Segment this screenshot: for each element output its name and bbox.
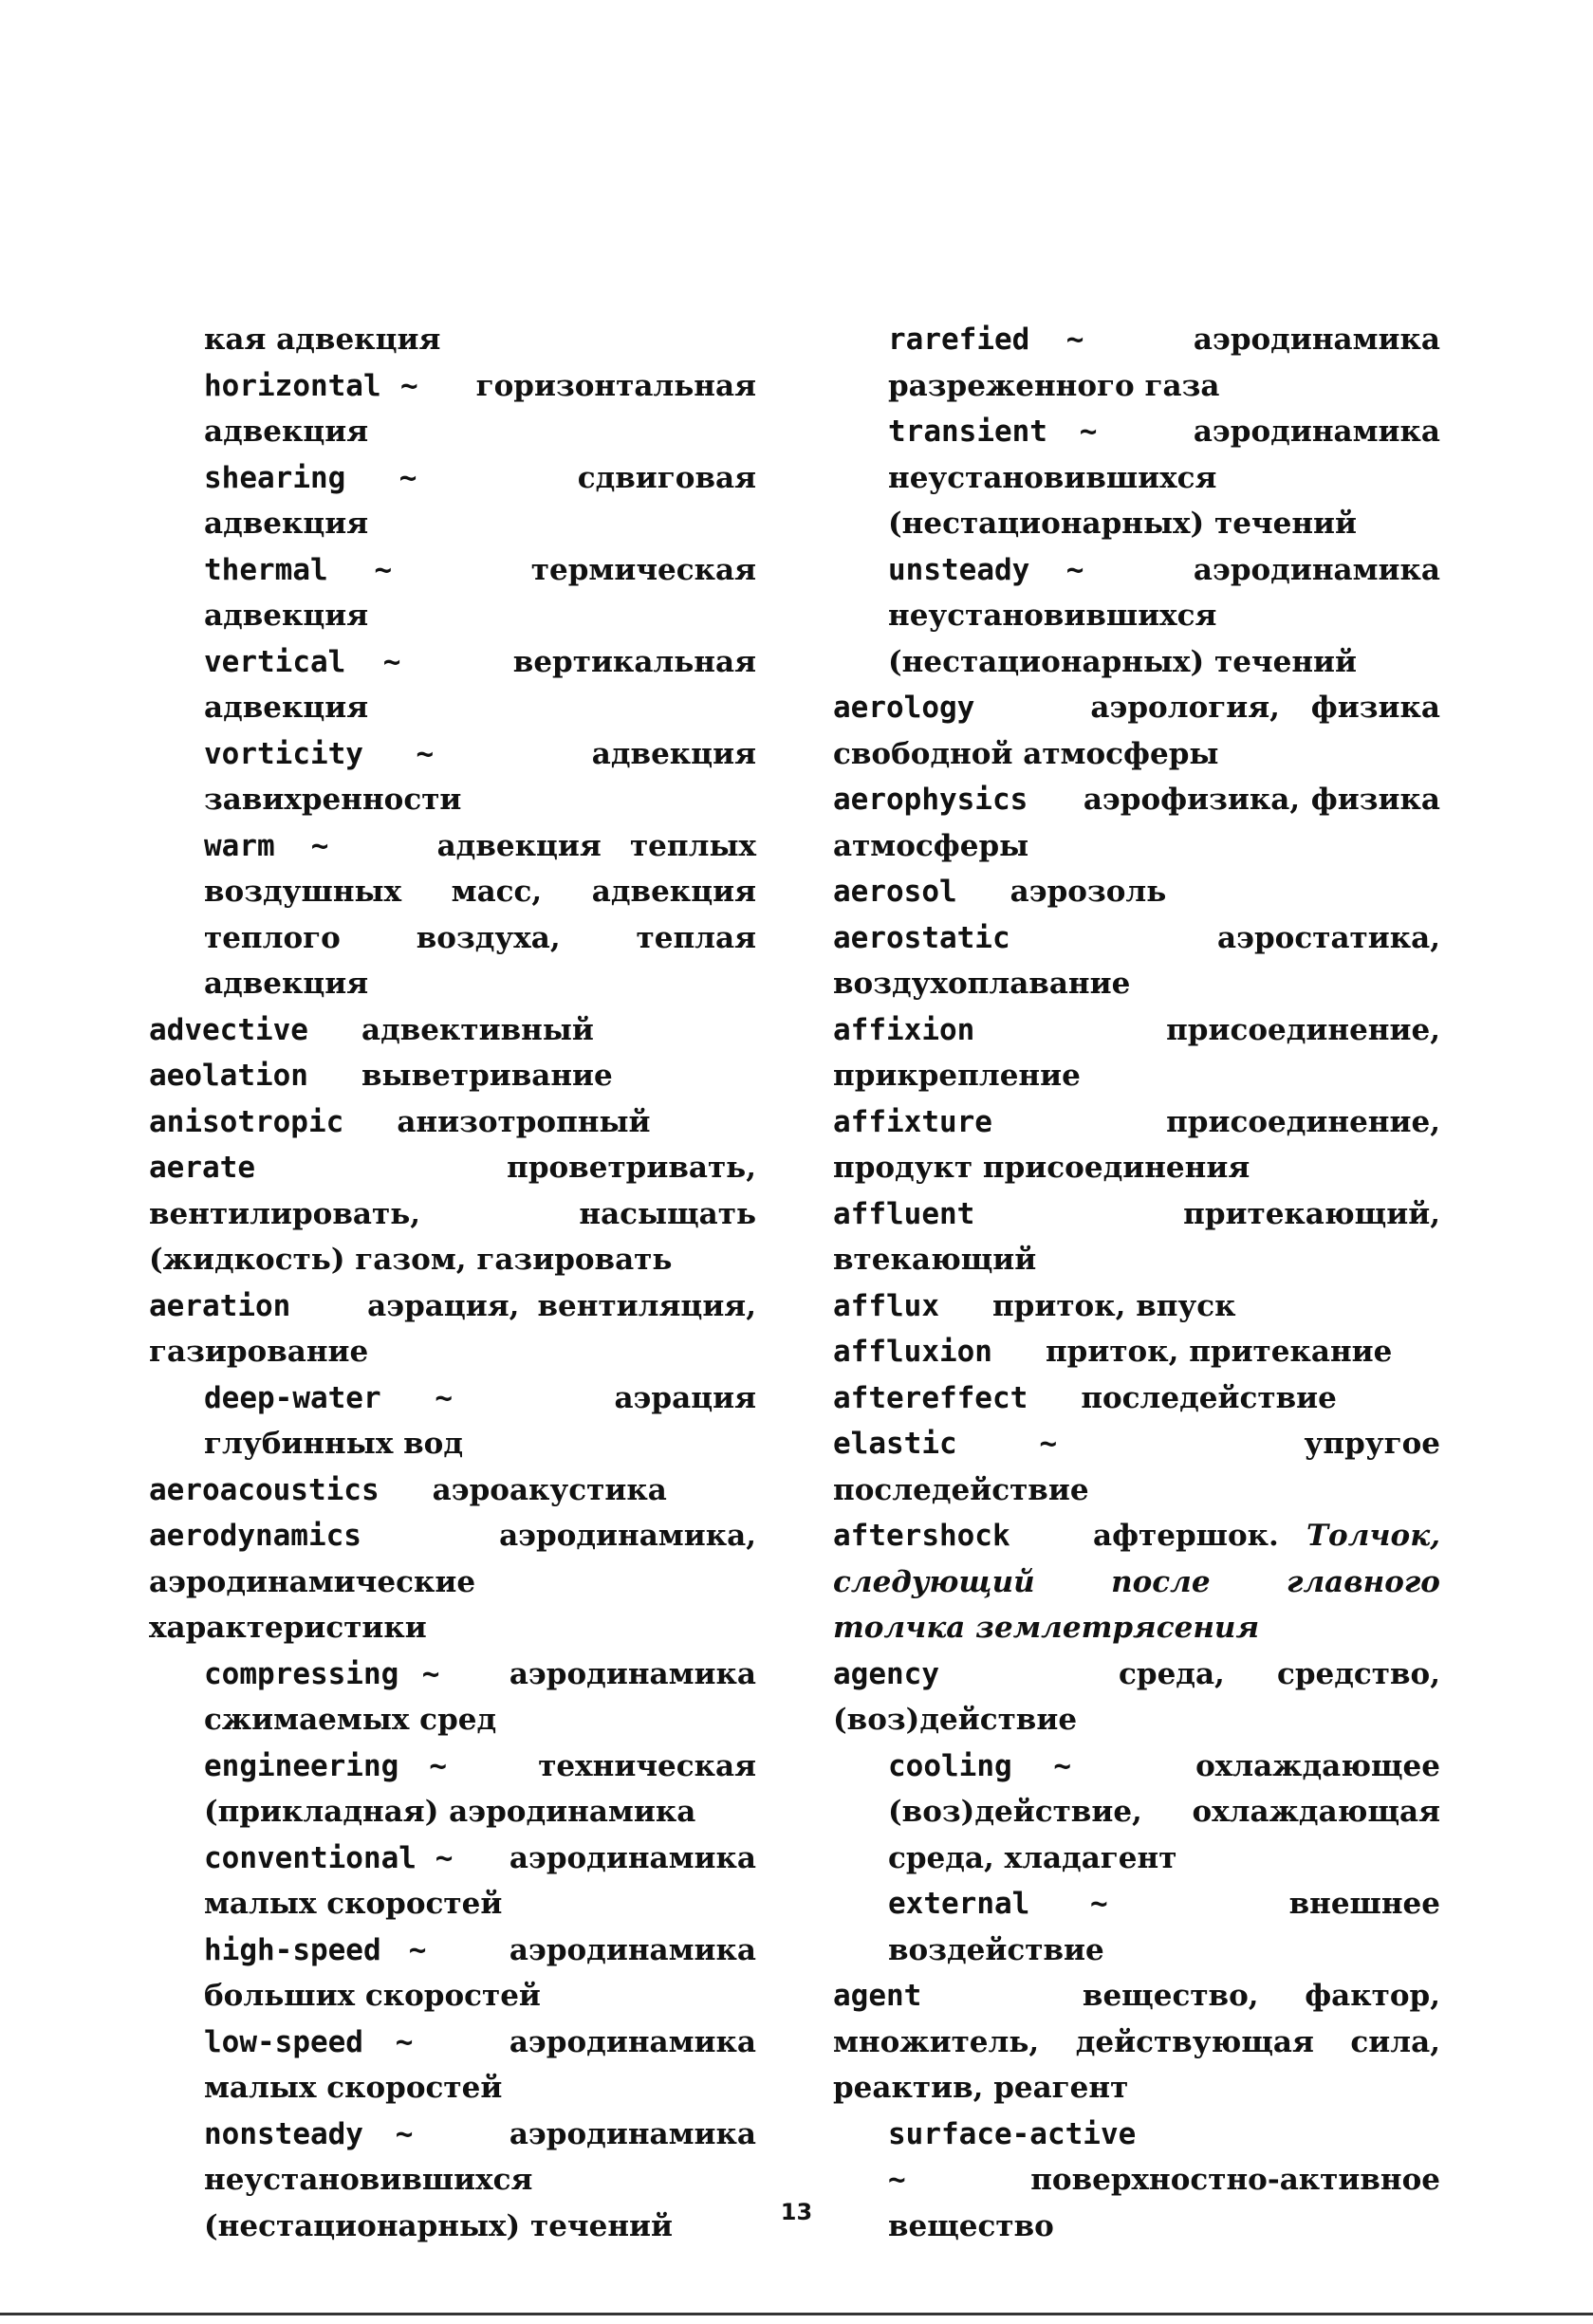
entry-definition: техническая (прикладная) аэродинамика — [204, 1748, 756, 1829]
entry-definition: выветривание — [361, 1059, 613, 1093]
dictionary-entry — [149, 1099, 756, 1146]
entry-headword: rarefied ~ — [888, 323, 1084, 357]
entry-headword: aerophysics — [833, 783, 1028, 817]
dictionary-subentry — [149, 2020, 756, 2112]
entry-definition: аэрология, физика свободной атмосферы — [833, 691, 1440, 771]
entry-headword: anisotropic — [149, 1104, 344, 1139]
dictionary-subentry — [833, 1881, 1440, 1973]
entry-headword: high-speed ~ — [204, 1932, 427, 1967]
entry-headword: compressing ~ — [204, 1656, 440, 1691]
entry-definition: упругое последействие — [833, 1427, 1440, 1507]
entry-headword: surface-active ~ — [888, 2116, 1137, 2197]
dictionary-subentry — [833, 317, 1440, 409]
dictionary-entry — [833, 915, 1440, 1007]
dictionary-subentry — [149, 1743, 756, 1835]
page-number: 13 — [780, 2199, 813, 2225]
entry-headword: engineering ~ — [204, 1748, 448, 1783]
entry-definition: аэродинамика малых скоростей — [204, 1840, 756, 1921]
dictionary-subentry — [149, 363, 756, 455]
dictionary-subentry — [149, 731, 756, 823]
entry-definition: поверхностно-активное вещество — [888, 2163, 1440, 2243]
entry-definition: адвективный — [361, 1012, 594, 1047]
dictionary-subentry — [833, 1743, 1440, 1882]
entry-headword: external ~ — [888, 1887, 1108, 1921]
dictionary-subentry — [149, 1927, 756, 2020]
entry-definition: аэрация глубинных вод — [204, 1380, 756, 1461]
entry-headword: conventional ~ — [204, 1840, 454, 1875]
entry-headword: aeroacoustics — [149, 1472, 380, 1507]
dictionary-subentry — [149, 1375, 756, 1467]
entry-definition: аэродинамика неустановившихся (нестационарных) течений — [204, 2116, 756, 2243]
entry-headword: aeration — [149, 1288, 291, 1323]
dictionary-subentry — [149, 1651, 756, 1743]
dictionary-subentry — [149, 547, 756, 639]
entry-definition: последействие — [1081, 1380, 1337, 1415]
dictionary-entry — [833, 1329, 1440, 1375]
dictionary-entry — [833, 1513, 1440, 1651]
entry-headword: aeolation — [149, 1059, 308, 1093]
entry-definition: внешнее воздействие — [888, 1887, 1440, 1967]
entry-headword: transient ~ — [888, 415, 1098, 449]
dictionary-subentry — [149, 823, 756, 1007]
dictionary-entry — [833, 1191, 1440, 1283]
entry-headword: aerostatic — [833, 920, 1010, 955]
entry-headword: aerate — [149, 1151, 255, 1185]
entry-headword: cooling ~ — [888, 1748, 1071, 1783]
dictionary-entry — [833, 1007, 1440, 1099]
entry-definition: аэродинамика сжимаемых сред — [204, 1656, 756, 1737]
entry-headword: agency — [833, 1656, 939, 1691]
entry-definition: кая адвекция — [204, 323, 441, 357]
dictionary-subentry — [149, 2112, 756, 2250]
left-column — [149, 317, 756, 2249]
right-column — [833, 317, 1440, 2249]
entry-definition: адвекция завихренности — [204, 736, 756, 817]
entry-headword: aftershock — [833, 1519, 1010, 1553]
dictionary-subentry — [149, 455, 756, 547]
entry-headword: aerodynamics — [149, 1519, 361, 1553]
dictionary-entry — [833, 1375, 1440, 1422]
dictionary-entry — [149, 1467, 756, 1514]
entry-definition: анизотропный — [397, 1104, 651, 1139]
entry-definition: аэродинамика разреженного газа — [888, 323, 1440, 403]
dictionary-subentry — [149, 639, 756, 731]
dictionary-entry — [833, 1099, 1440, 1191]
dictionary-entry — [833, 1283, 1440, 1330]
dictionary-entry — [149, 1007, 756, 1054]
entry-headword: thermal ~ — [204, 552, 393, 587]
dictionary-entry — [833, 685, 1440, 777]
entry-headword: affluxion — [833, 1335, 992, 1369]
entry-definition: аэродинамика малых скоростей — [204, 2024, 756, 2105]
dictionary-subentry — [833, 2112, 1440, 2250]
dictionary-entry — [833, 1421, 1440, 1513]
entry-headword: afflux — [833, 1288, 939, 1323]
entry-definition: адвекция теплых воздушных масс, адвекция теплого воздуха, теплая адвекция — [204, 828, 756, 1001]
entry-definition: вещество, фактор, множитель, действующая сила, реактив, реагент — [833, 1979, 1440, 2105]
entry-definition: сдвиговая адвекция — [204, 460, 756, 541]
dictionary-entry — [833, 869, 1440, 915]
dictionary-subentry — [149, 317, 756, 363]
entry-definition: аэрозоль — [1010, 875, 1167, 909]
dictionary-subentry — [833, 409, 1440, 547]
entry-headword: warm ~ — [204, 828, 329, 863]
entry-definition: афтершок. — [1093, 1519, 1279, 1553]
entry-headword: elastic ~ — [833, 1427, 1058, 1461]
entry-headword: nonsteady ~ — [204, 2116, 414, 2151]
entry-definition: присоединение, продукт присоединения — [833, 1104, 1440, 1185]
dictionary-entry — [833, 777, 1440, 869]
entry-headword: low-speed ~ — [204, 2024, 414, 2059]
dictionary-entry — [149, 1513, 756, 1651]
entry-definition: горизонтальная адвекция — [204, 368, 756, 449]
entry-headword: horizontal ~ — [204, 368, 418, 403]
entry-headword: aftereffect — [833, 1380, 1028, 1415]
entry-headword: agent — [833, 1979, 922, 2013]
dictionary-entry — [149, 1053, 756, 1099]
entry-headword: affluent — [833, 1196, 975, 1231]
dictionary-entry — [833, 1651, 1440, 1743]
entry-definition: аэрофизика, физика атмосферы — [833, 783, 1440, 863]
entry-definition: аэродинамика, аэродинамические характеристики — [149, 1519, 756, 1645]
entry-headword: shearing ~ — [204, 460, 417, 495]
entry-headword: vorticity ~ — [204, 736, 435, 771]
bottom-scan-edge — [0, 2313, 1593, 2315]
entry-definition: присоединение, прикрепление — [833, 1012, 1440, 1093]
entry-definition: вертикальная адвекция — [204, 644, 756, 725]
entry-definition: термическая адвекция — [204, 552, 756, 633]
dictionary-entry — [833, 1973, 1440, 2112]
entry-headword: vertical ~ — [204, 644, 401, 679]
entry-definition: охлаждающее (воз)действие, охлаждающая среда, хладагент — [888, 1748, 1440, 1875]
entry-headword: deep-water ~ — [204, 1380, 454, 1415]
entry-definition: аэрация, вентиляция, газирование — [149, 1288, 757, 1369]
dictionary-subentry — [149, 1835, 756, 1927]
entry-headword: affixion — [833, 1012, 975, 1047]
entry-headword: affixture — [833, 1104, 992, 1139]
dictionary-subentry — [833, 547, 1440, 686]
entry-definition: аэродинамика больших скоростей — [204, 1932, 756, 2013]
entry-headword: aerology — [833, 691, 975, 725]
entry-definition: аэроакустика — [432, 1472, 667, 1507]
entry-definition: притекающий, втекающий — [833, 1196, 1440, 1277]
entry-definition: среда, средство, (воз)действие — [833, 1656, 1440, 1737]
dictionary-entry — [149, 1145, 756, 1283]
dictionary-entry — [149, 1283, 756, 1375]
entry-headword: aerosol — [833, 875, 957, 909]
entry-definition: приток, впуск — [991, 1288, 1236, 1323]
entry-definition: приток, притекание — [1045, 1335, 1393, 1369]
entry-headword: unsteady ~ — [888, 552, 1084, 587]
entry-definition: проветривать, вентилировать, насыщать (жидкость) газом, газировать — [149, 1151, 756, 1277]
entry-definition: аэродинамика неустановившихся (нестационарных) течений — [888, 552, 1440, 679]
entry-definition: аэростатика, воздухоплавание — [833, 920, 1440, 1001]
entry-headword: advective — [149, 1012, 308, 1047]
entry-note: Толчок, следующий после главного толчка землетрясения — [833, 1519, 1440, 1645]
entry-definition: аэродинамика неустановившихся (нестационарных) течений — [888, 415, 1440, 541]
